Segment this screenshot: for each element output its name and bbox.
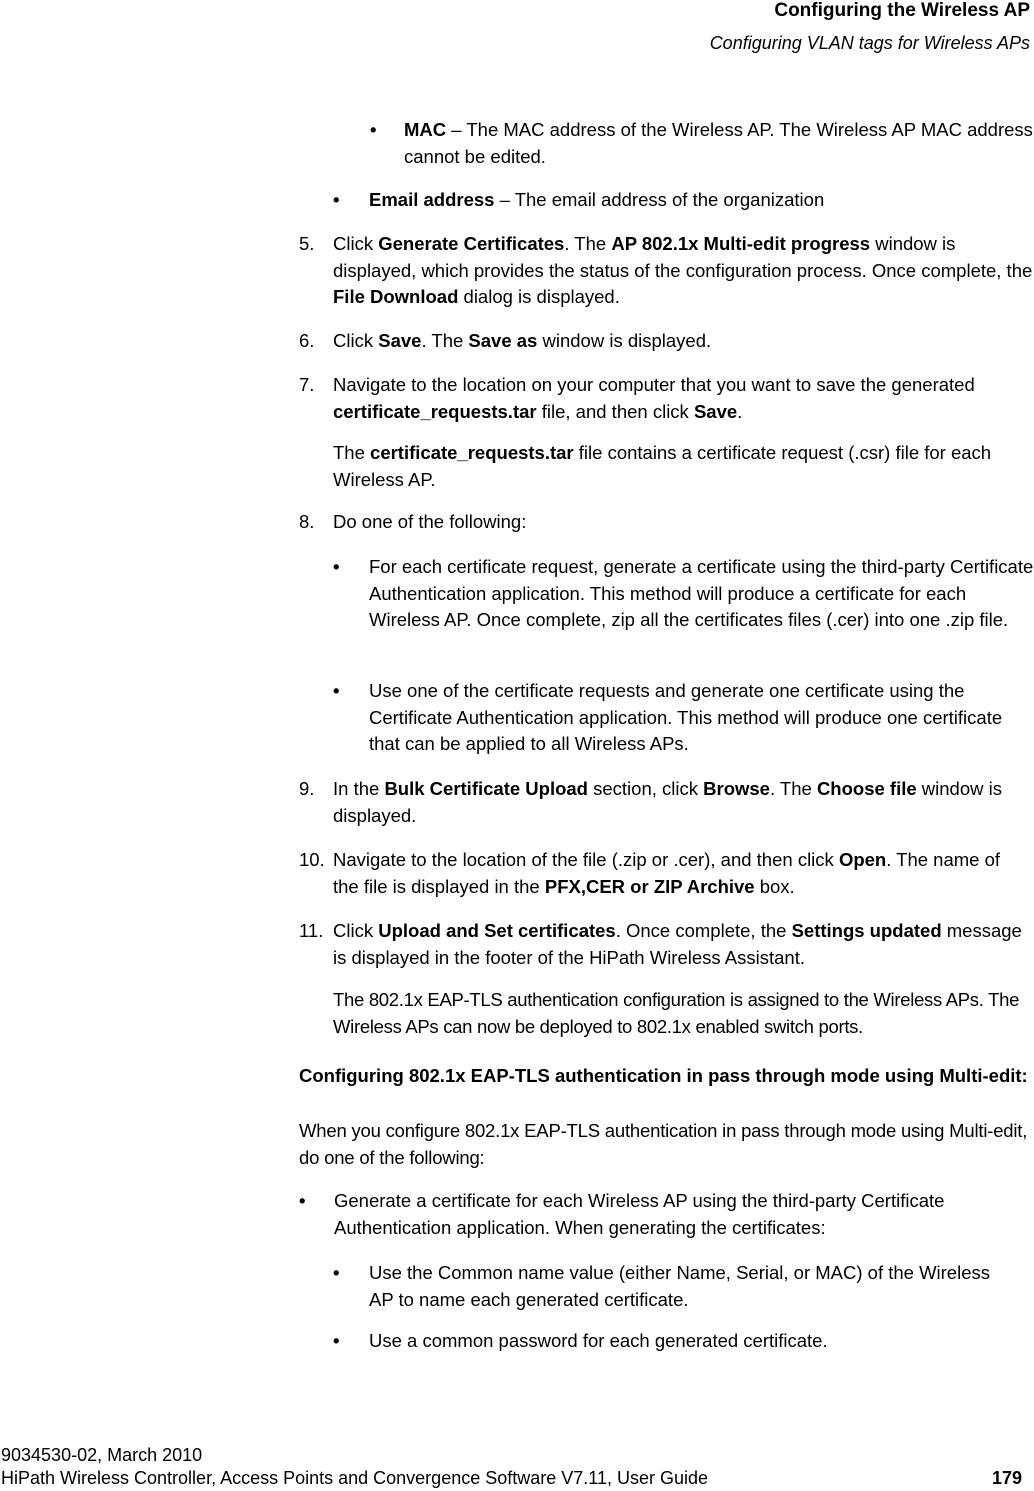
section-intro: When you configure 802.1x EAP-TLS authentication in pass through mode using Multi-edit, do one of the following:: [299, 1120, 1028, 1168]
step-7: Navigate to the location on your computer that you want to save the generated certificate_requests.tar file, and then click Save.: [333, 374, 975, 422]
bullet-section-1a: •: [333, 1262, 340, 1283]
footer-doc-id: 9034530-02, March 2010: [1, 1445, 203, 1465]
running-header-title: Configuring the Wireless AP: [774, 0, 1030, 21]
item-email: Email address – The email address of the organization: [369, 189, 825, 210]
step-8-option-a: For each certificate request, generate a certificate using the third-party Certificate Authentication application. This method will produce a certificate for each Wireless AP. Once complete, zip all the certificates files (.cer) into one .zip file.: [369, 556, 1034, 630]
step-5: Click Generate Certificates. The AP 802.1x Multi-edit progress window is displayed, which provides the status of the configuration process. Once complete, the File Download dialog is displayed.: [333, 233, 1033, 307]
step-6: Click Save. The Save as window is displayed.: [333, 330, 712, 351]
running-header-subtitle: Configuring VLAN tags for Wireless APs: [709, 33, 1030, 53]
step-8: Do one of the following:: [333, 511, 527, 532]
step-11-note: The 802.1x EAP-TLS authentication configuration is assigned to the Wireless APs. The Wireless APs can now be deployed to 802.1x enabled switch ports.: [333, 989, 1020, 1037]
step-number-6: 6.: [299, 330, 315, 351]
step-11: Click Upload and Set certificates. Once complete, the Settings updated message is displayed in the footer of the HiPath Wireless Assistant.: [333, 920, 1022, 968]
step-10: Navigate to the location of the file (.zip or .cer), and then click Open. The name of the file is displayed in the PFX,CER or ZIP Archive box.: [333, 849, 1001, 897]
step-7-note: The certificate_requests.tar file contains a certificate request (.csr) file for each Wireless AP.: [333, 442, 992, 490]
page-number: 179: [991, 1468, 1022, 1488]
step-number-7: 7.: [299, 374, 315, 395]
bullet-section-1b: •: [333, 1330, 340, 1351]
step-number-10: 10.: [299, 849, 325, 870]
bullet-email: •: [333, 189, 340, 210]
bullet-step-8a: •: [333, 556, 340, 577]
step-number-9: 9.: [299, 778, 315, 799]
step-number-8: 8.: [299, 511, 315, 532]
step-8-option-b: Use one of the certificate requests and generate one certificate using the Certificate Authentication application. This method will produce one certificate that can be applied to all Wireless APs.: [369, 680, 1003, 754]
step-number-11: 11.: [299, 920, 324, 941]
section-sub-bullet-a: Use the Common name value (either Name, Serial, or MAC) of the Wireless AP to name each generated certificate.: [369, 1262, 990, 1310]
bullet-mac: •: [370, 119, 377, 140]
step-9: In the Bulk Certificate Upload section, click Browse. The Choose file window is displayed.: [333, 778, 1002, 826]
section-sub-bullet-b: Use a common password for each generated certificate.: [369, 1330, 828, 1351]
section-heading: Configuring 802.1x EAP-TLS authentication in pass through mode using Multi-edit:: [299, 1065, 1028, 1086]
step-number-5: 5.: [299, 233, 315, 254]
bullet-step-8b: •: [333, 680, 340, 701]
item-mac: MAC – The MAC address of the Wireless AP. The Wireless AP MAC address cannot be edited.: [404, 119, 1033, 167]
bullet-section-1: •: [299, 1190, 306, 1211]
footer-guide-title: HiPath Wireless Controller, Access Points and Convergence Software V7.11, User Guide: [1, 1468, 709, 1488]
section-bullet-1: Generate a certificate for each Wireless AP using the third-party Certificate Authentication application. When generating the certificates:: [334, 1190, 945, 1238]
